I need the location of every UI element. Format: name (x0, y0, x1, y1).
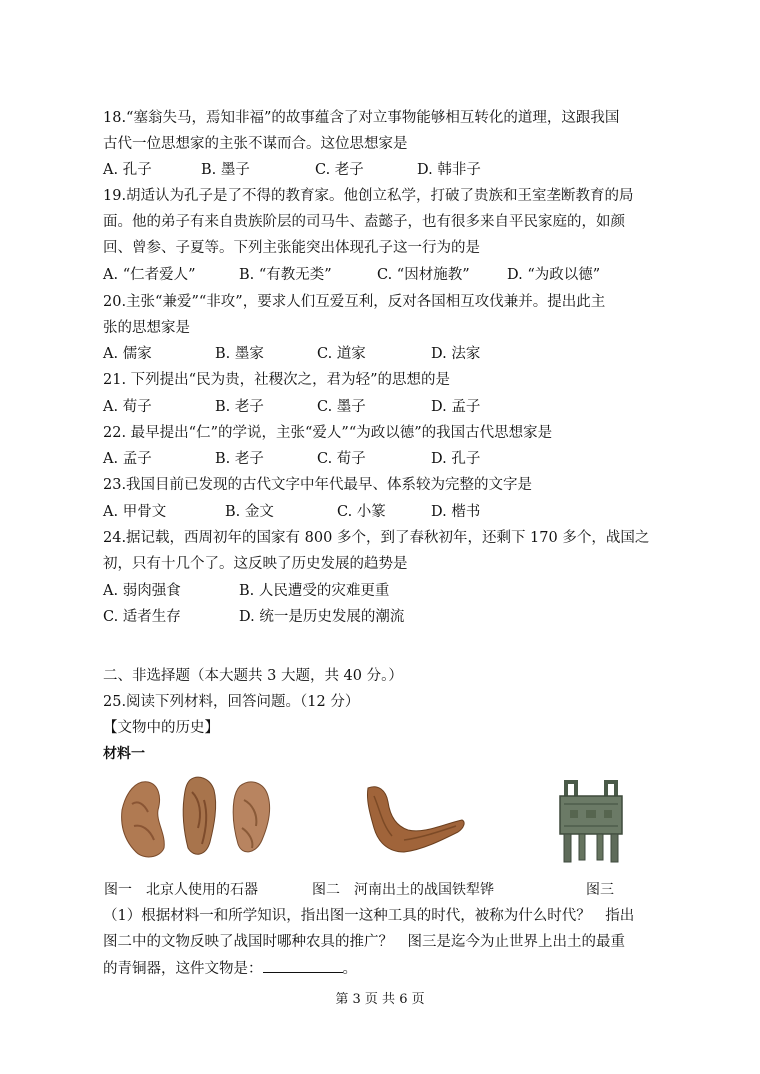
q22-line1: 22. 最早提出“仁”的学说，主张“爱人”“为政以德”的我国古代思想家是 (103, 425, 553, 441)
q25-1-line2: 图二中的文物反映了战国时哪种农具的推广？ 图三是迄今为止世界上出土的最重 (103, 934, 625, 950)
q25-title: 25.阅读下列材料，回答问题。（12 分） (103, 694, 360, 710)
caption-fig3: 图三 (586, 882, 614, 898)
option-d: D. “为政以德” (507, 267, 601, 283)
q24-line1: 24.据记载，西周初年的国家有 800 多个，到了春秋初年，还剩下 170 多个，战国之 (103, 530, 650, 546)
option-c: C. 道家 (317, 346, 366, 362)
option-b: B. 金文 (225, 504, 274, 520)
option-c: C. 小篆 (337, 504, 386, 520)
q19-line1: 19.胡适认为孔子是了不得的教育家。他创立私学，打破了贵族和王室垄断教育的局 (103, 188, 634, 204)
stone-tool-1 (122, 782, 165, 857)
option-b: B. 老子 (215, 399, 264, 415)
q25-1-line1: （1）根据材料一和所学知识，指出图一这种工具的时代，被称为什么时代？ 指出 (103, 908, 635, 924)
q24-line2: 初，只有十几个了。这反映了历史发展的趋势是 (103, 556, 408, 572)
option-a: A. 孔子 (103, 162, 152, 178)
option-b: B. 墨家 (215, 346, 264, 362)
page-footer: 第 3 页 共 6 页 (335, 992, 425, 1007)
option-b: B. “有教无类” (239, 267, 332, 283)
option-c: C. 老子 (315, 162, 364, 178)
subtitle-artifacts: 【文物中的历史】 (103, 720, 219, 736)
option-d: D. 法家 (431, 346, 481, 362)
option-d: D. 韩非子 (417, 162, 481, 178)
option-c: C. 荀子 (317, 451, 366, 467)
stone-tools-image (114, 770, 280, 862)
q25-1-line3-suffix: 。 (342, 961, 357, 977)
material-label: 材料一 (103, 746, 145, 762)
q21-line1: 21. 下列提出“民为贵，社稷次之，君为轻”的思想的是 (103, 372, 450, 388)
option-a: A. “仁者爱人” (103, 267, 196, 283)
q20-line2: 张的思想家是 (103, 320, 190, 336)
q25-1-line3-prefix: 的青铜器，这件文物是： (103, 961, 263, 977)
option-a: A. 甲骨文 (103, 504, 167, 520)
option-d: D. 孔子 (431, 451, 481, 467)
q23-line1: 23.我国目前已发现的古代文字中年代最早、体系较为完整的文字是 (103, 477, 533, 493)
q18-line2: 古代一位思想家的主张不谋而合。这位思想家是 (103, 136, 408, 152)
option-b: B. 人民遭受的灾难更重 (239, 583, 390, 599)
option-d: D. 孟子 (431, 399, 481, 415)
caption-fig1: 图一 北京人使用的石器 (104, 882, 258, 898)
iron-plough-image (364, 780, 468, 856)
option-a: A. 孟子 (103, 451, 152, 467)
option-c: C. 适者生存 (103, 609, 181, 625)
section-heading: 二、非选择题（本大题共 3 大题，共 40 分。） (103, 668, 403, 684)
option-c: C. 墨子 (317, 399, 366, 415)
q25-1-line3 (103, 958, 357, 979)
option-d: D. 统一是历史发展的潮流 (239, 609, 405, 625)
option-c: C. “因材施教” (377, 267, 470, 283)
caption-fig2: 图二 河南出土的战国铁犁铧 (312, 882, 494, 898)
answer-blank[interactable] (263, 958, 343, 973)
option-b: B. 墨子 (201, 162, 250, 178)
option-a: A. 儒家 (103, 346, 152, 362)
q19-line2: 面。他的弟子有来自贵族阶层的司马牛、盍懿子，也有很多来自平民家庭的，如颜 (103, 214, 625, 230)
q20-line1: 20.主张“兼爱”“非攻”，要求人们互爱互利，反对各国相互攻伐兼并。提出此主 (103, 294, 606, 310)
bronze-ding-image (556, 780, 626, 864)
q18-line1: 18.“塞翁失马，焉知非福”的故事蕴含了对立事物能够相互转化的道理，这跟我国 (103, 110, 620, 126)
option-b: B. 老子 (215, 451, 264, 467)
q19-line3: 回、曾参、子夏等。下列主张能突出体现孔子这一行为的是 (103, 240, 480, 256)
option-a: A. 荀子 (103, 399, 152, 415)
option-d: D. 楷书 (431, 504, 481, 520)
option-a: A. 弱肉强食 (103, 583, 181, 599)
